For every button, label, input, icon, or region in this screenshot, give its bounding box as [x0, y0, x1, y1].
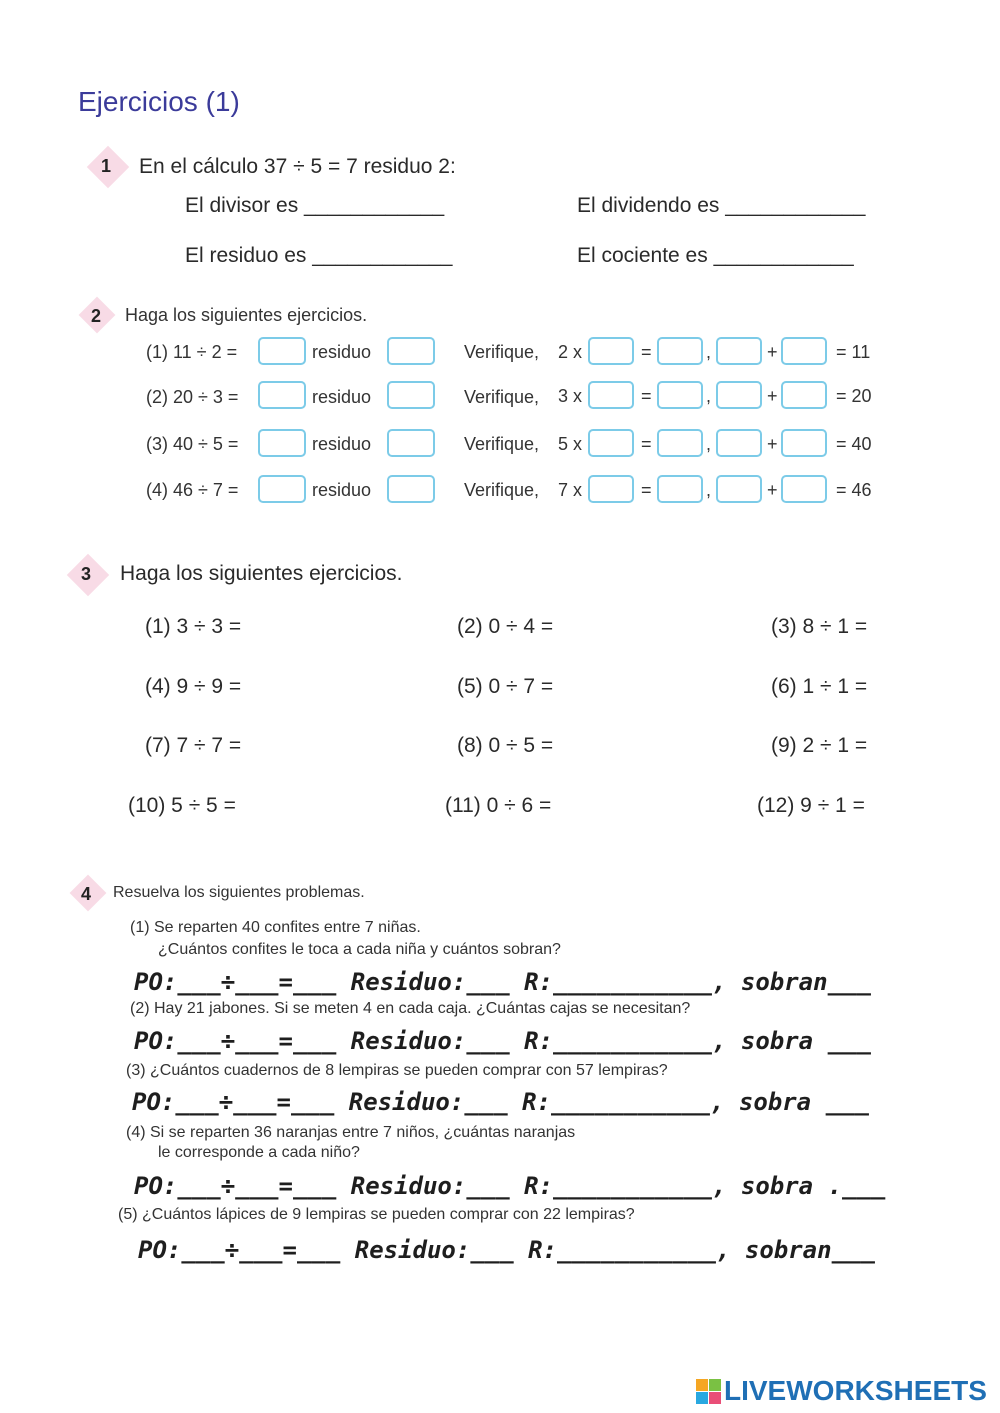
problem-2-answer-line[interactable]: PO:___÷___=___ Residuo:___ R:___________, sobra ___ — [134, 1027, 871, 1055]
cociente-line[interactable]: El cociente es ____________ — [577, 244, 854, 267]
ex2-row-1-verify-box-1[interactable] — [588, 337, 634, 365]
ex3-item-11[interactable]: (11) 0 ÷ 6 = — [445, 794, 552, 817]
ex2-row-1-total: = 11 — [836, 342, 871, 362]
problem-4-answer-line[interactable]: PO:___÷___=___ Residuo:___ R:___________, sobra .___ — [134, 1172, 886, 1200]
ex2-row-4-eq: = — [641, 480, 652, 500]
exercise-2-heading: Haga los siguientes ejercicios. — [125, 305, 368, 325]
ex2-row-1-verify-box-2[interactable] — [657, 337, 703, 365]
problem-1-question-line-2: ¿Cuántos confites le toca a cada niña y cuántos sobran? — [158, 941, 561, 958]
ex3-item-8[interactable]: (8) 0 ÷ 5 = — [457, 734, 554, 757]
ex2-row-3-plus: + — [767, 434, 778, 454]
problem-1-answer-line[interactable]: PO:___÷___=___ Residuo:___ R:___________, sobran___ — [134, 968, 871, 996]
ex2-row-4-quotient-box[interactable] — [258, 475, 306, 503]
problem-5-question-line-1: (5) ¿Cuántos lápices de 9 lempiras se pueden comprar con 22 lempiras? — [118, 1206, 635, 1223]
ex2-row-4-comma: , — [706, 480, 712, 500]
problem-4-question-line-1: (4) Si se reparten 36 naranjas entre 7 niños, ¿cuántas naranjas — [126, 1124, 576, 1141]
ex2-row-2-eq: = — [641, 386, 652, 406]
ex3-item-5[interactable]: (5) 0 ÷ 7 = — [457, 675, 554, 698]
ex2-row-4-factor: 7 x — [558, 480, 583, 500]
ex2-row-2-verify-box-3[interactable] — [716, 381, 762, 409]
ex2-row-3-verify-box-1[interactable] — [588, 429, 634, 457]
ex2-row-4-label: (4) 46 ÷ 7 = — [146, 480, 239, 500]
ex2-row-3-quotient-box[interactable] — [258, 429, 306, 457]
ex2-row-3-label: (3) 40 ÷ 5 = — [146, 434, 239, 454]
ex2-row-2-factor: 3 x — [558, 386, 583, 406]
ex2-row-2-verify-box-2[interactable] — [657, 381, 703, 409]
ex2-row-4-residuo-word: residuo — [312, 480, 372, 500]
ex2-row-4-verify-word: Verifique, — [464, 480, 540, 500]
exercise-1-number: 1 — [101, 156, 112, 176]
ex3-item-10[interactable]: (10) 5 ÷ 5 = — [128, 794, 236, 817]
ex2-row-4-verify-box-3[interactable] — [716, 475, 762, 503]
ex2-row-3-verify-box-2[interactable] — [657, 429, 703, 457]
ex2-row-2-quotient-box[interactable] — [258, 381, 306, 409]
ex2-row-4-verify-box-4[interactable] — [781, 475, 827, 503]
ex2-row-1-verify-box-3[interactable] — [716, 337, 762, 365]
ex2-row-3-verify-box-4[interactable] — [781, 429, 827, 457]
ex2-row-3-total: = 40 — [836, 434, 872, 454]
liveworksheets-mark-icon — [696, 1379, 722, 1405]
ex3-item-4[interactable]: (4) 9 ÷ 9 = — [145, 675, 242, 698]
page-title: Ejercicios (1) — [78, 86, 240, 117]
ex2-row-1-verify-word: Verifique, — [464, 342, 540, 362]
exercise-4-number: 4 — [81, 884, 92, 904]
ex2-row-2-residuo-word: residuo — [312, 387, 372, 407]
ex2-row-4-total: = 46 — [836, 480, 872, 500]
ex2-row-2-label: (2) 20 ÷ 3 = — [146, 387, 239, 407]
ex2-row-4-residuo-box[interactable] — [387, 475, 435, 503]
ex2-row-1-factor: 2 x — [558, 342, 583, 362]
ex3-item-2[interactable]: (2) 0 ÷ 4 = — [457, 615, 554, 638]
ex2-row-1-eq: = — [641, 342, 652, 362]
liveworksheets-wordmark: LIVEWORKSHEETS — [724, 1375, 987, 1406]
ex2-row-4-verify-box-2[interactable] — [657, 475, 703, 503]
ex2-row-2-plus: + — [767, 386, 778, 406]
ex2-row-2-verify-word: Verifique, — [464, 387, 540, 407]
ex2-row-3-residuo-word: residuo — [312, 434, 372, 454]
ex2-row-3-comma: , — [706, 434, 712, 454]
ex3-item-3[interactable]: (3) 8 ÷ 1 = — [771, 615, 868, 638]
exercise-3-heading: Haga los siguientes ejercicios. — [120, 562, 403, 585]
ex2-row-1-residuo-box[interactable] — [387, 337, 435, 365]
problem-1-question-line-1: (1) Se reparten 40 confites entre 7 niñas. — [130, 919, 421, 936]
exercise-4-heading: Resuelva los siguientes problemas. — [113, 884, 365, 901]
ex2-row-3-residuo-box[interactable] — [387, 429, 435, 457]
ex2-row-3-eq: = — [641, 434, 652, 454]
dividendo-line[interactable]: El dividendo es ____________ — [577, 194, 866, 217]
ex2-row-2-comma: , — [706, 386, 712, 406]
ex3-item-7[interactable]: (7) 7 ÷ 7 = — [145, 734, 242, 757]
ex2-row-4-plus: + — [767, 480, 778, 500]
ex2-row-2-verify-box-4[interactable] — [781, 381, 827, 409]
ex2-row-1-quotient-box[interactable] — [258, 337, 306, 365]
ex2-row-1-verify-box-4[interactable] — [781, 337, 827, 365]
ex2-row-4-verify-box-1[interactable] — [588, 475, 634, 503]
ex2-row-2-total: = 20 — [836, 386, 872, 406]
problem-4-question-line-2: le corresponde a cada niño? — [158, 1144, 360, 1161]
ex2-row-3-verify-word: Verifique, — [464, 434, 540, 454]
divisor-line[interactable]: El divisor es ____________ — [185, 194, 445, 217]
problem-3-question-line-1: (3) ¿Cuántos cuadernos de 8 lempiras se pueden comprar con 57 lempiras? — [126, 1062, 668, 1079]
ex3-item-6[interactable]: (6) 1 ÷ 1 = — [771, 675, 868, 698]
ex2-row-3-factor: 5 x — [558, 434, 583, 454]
exercise-3-number: 3 — [81, 564, 92, 584]
ex2-row-1-plus: + — [767, 342, 778, 362]
residuo-line[interactable]: El residuo es ____________ — [185, 244, 453, 267]
ex3-item-12[interactable]: (12) 9 ÷ 1 = — [757, 794, 865, 817]
ex2-row-1-label: (1) 11 ÷ 2 = — [146, 342, 238, 362]
problem-3-answer-line[interactable]: PO:___÷___=___ Residuo:___ R:___________, sobra ___ — [132, 1088, 869, 1116]
ex2-row-2-residuo-box[interactable] — [387, 381, 435, 409]
ex2-row-1-residuo-word: residuo — [312, 342, 372, 362]
ex2-row-3-verify-box-3[interactable] — [716, 429, 762, 457]
ex3-item-9[interactable]: (9) 2 ÷ 1 = — [771, 734, 868, 757]
exercise-1-heading: En el cálculo 37 ÷ 5 = 7 residuo 2: — [139, 155, 456, 178]
ex2-row-1-comma: , — [706, 342, 712, 362]
problem-5-answer-line[interactable]: PO:___÷___=___ Residuo:___ R:___________, sobran___ — [138, 1236, 875, 1264]
ex3-item-1[interactable]: (1) 3 ÷ 3 = — [145, 615, 242, 638]
exercise-2-number: 2 — [91, 306, 102, 326]
problem-2-question-line-1: (2) Hay 21 jabones. Si se meten 4 en cada caja. ¿Cuántas cajas se necesitan? — [130, 1000, 691, 1017]
ex2-row-2-verify-box-1[interactable] — [588, 381, 634, 409]
